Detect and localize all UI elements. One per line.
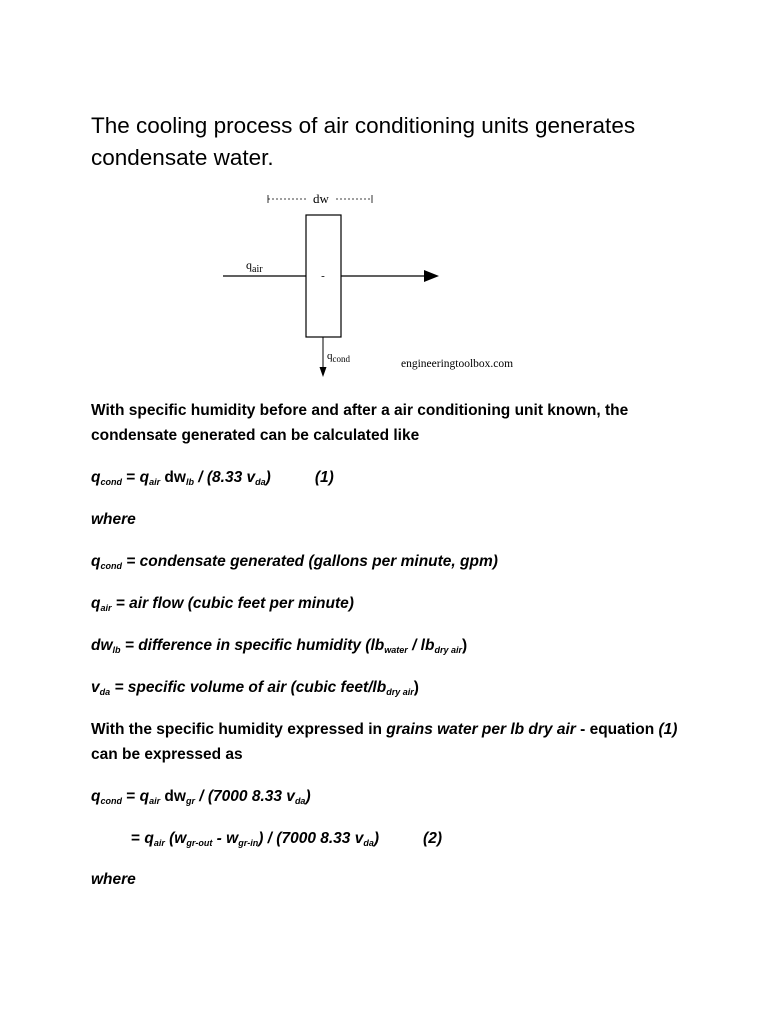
equation-1-number: (1) <box>314 469 334 486</box>
definition-dw-lb: $dw_{lb}$ = difference in specific humidity $(lb_{water} / lb_{dry air})$ <box>91 637 468 655</box>
equation-1: $q_{cond} = q_{air}$ $dw_{lb} / (8.33$ $v_{da}$) (1) <box>91 469 334 487</box>
where-label-2: where <box>91 871 136 888</box>
where-label-1: where <box>91 511 136 528</box>
air-flow-arrowhead <box>424 270 439 282</box>
condensate-diagram <box>210 185 550 385</box>
box-center-mark: - <box>321 270 325 282</box>
intro-text: The cooling process of air conditioning units generates condensate water. <box>91 113 636 170</box>
diagram-credit: engineeringtoolbox.com <box>401 358 514 370</box>
definition-q-cond: $q_{cond}$ = condensate generated (gallons per minute, gpm) <box>91 553 498 571</box>
condensate-arrowhead <box>320 367 327 377</box>
dw-label: dw <box>313 191 329 206</box>
equation-2: $q_{cond} = q_{air}$ $dw_{gr} / (7000$ 8.33 $v_{da}$) <box>91 788 311 806</box>
equation-2-number: (2) <box>423 830 442 847</box>
definition-q-air: $q_{air}$ = air flow (cubic feet per minute) <box>91 595 354 613</box>
paragraph-specific-humidity: With specific humidity before and after a air conditioning unit known, the condensate generated can be calculated like <box>91 402 629 444</box>
equation-2-expanded: = $q_{air}$ $(w_{gr-out} - w_{gr-in}) / (7000$ 8.33 $v_{da}$) (2) <box>131 830 442 848</box>
q-cond-label: $q_{cond}$ <box>327 350 350 364</box>
q-air-label: $q_{air}$ <box>246 258 263 275</box>
paragraph-grains-water: With the specific humidity expressed in grains water per lb dry air - equation (1) can be expressed as <box>91 721 678 763</box>
definition-v-da: $v_{da}$ = specific volume of air (cubic feet/$lb_{dry air}$) <box>91 679 419 697</box>
